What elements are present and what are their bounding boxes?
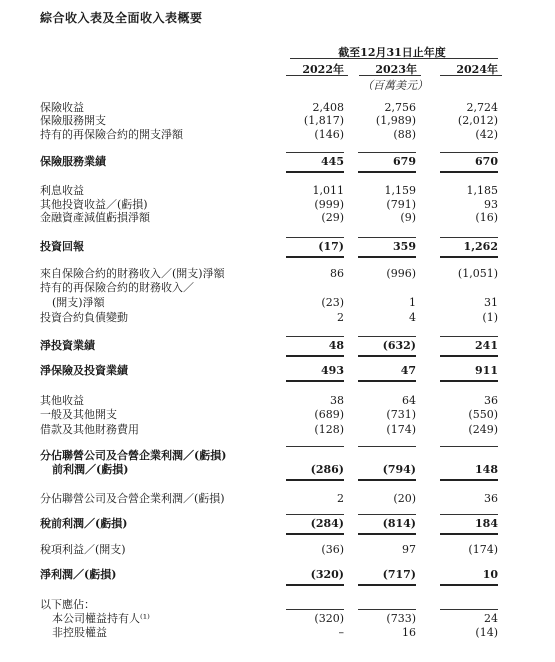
cell-value-2022: 48 <box>328 339 344 352</box>
table-row <box>0 155 555 169</box>
subtotal-rule <box>358 514 416 515</box>
table-row <box>0 267 555 281</box>
table-row <box>0 296 555 310</box>
period-header: 截至12月31日止年度 <box>338 46 446 59</box>
table-row <box>0 423 555 437</box>
cell-value-2024: (14) <box>475 626 498 639</box>
row-label: 本公司權益持有人⁽¹⁾ <box>52 612 150 625</box>
table-row <box>0 364 555 378</box>
cell-value-2023: (794) <box>382 463 416 476</box>
cell-value-2022: (29) <box>321 211 344 224</box>
cell-value-2024: 1,185 <box>466 184 498 197</box>
cell-value-2022: – <box>338 626 344 639</box>
cell-value-2024: 2,724 <box>466 101 498 114</box>
cell-value-2022: 86 <box>330 267 344 280</box>
cell-value-2024: 10 <box>482 568 498 581</box>
row-label: 前利潤／(虧損) <box>52 463 129 476</box>
subtotal-rule <box>358 609 416 610</box>
table-row <box>0 463 555 477</box>
subtotal-rule <box>440 336 498 337</box>
cell-value-2023: (632) <box>382 339 416 352</box>
cell-value-2022: (23) <box>321 296 344 309</box>
cell-value-2022: 2,408 <box>312 101 344 114</box>
cell-value-2022: 2 <box>337 492 344 505</box>
total-rule <box>358 171 416 173</box>
cell-value-2023: (717) <box>382 568 416 581</box>
unit-label: （百萬美元） <box>362 79 428 92</box>
total-rule <box>286 533 344 535</box>
cell-value-2024: 184 <box>475 517 498 530</box>
total-rule <box>440 584 498 586</box>
total-rule <box>358 380 416 382</box>
subtotal-rule <box>286 446 344 447</box>
cell-value-2024: 93 <box>484 198 498 211</box>
cell-value-2023: 47 <box>400 364 416 377</box>
table-row <box>0 311 555 325</box>
total-rule <box>440 533 498 535</box>
total-rule <box>440 380 498 382</box>
cell-value-2024: (174) <box>468 543 498 556</box>
cell-value-2022: 38 <box>330 394 344 407</box>
year-header-2023: 2023年 <box>375 63 417 76</box>
cell-value-2023: 4 <box>409 311 416 324</box>
subtotal-rule <box>358 152 416 153</box>
total-rule <box>286 256 344 258</box>
cell-value-2023: 16 <box>402 626 416 639</box>
table-row <box>0 449 555 463</box>
year-header-2022: 2022年 <box>302 63 344 76</box>
cell-value-2023: (996) <box>386 267 416 280</box>
cell-value-2023: (791) <box>386 198 416 211</box>
cell-value-2023: (731) <box>386 408 416 421</box>
cell-value-2024: 1,262 <box>463 240 498 253</box>
total-rule <box>286 380 344 382</box>
table-row <box>0 626 555 640</box>
total-rule <box>440 256 498 258</box>
row-label: 淨保險及投資業績 <box>40 364 128 377</box>
table-row <box>0 281 555 295</box>
subtotal-rule <box>286 609 344 610</box>
cell-value-2023: 64 <box>402 394 416 407</box>
table-row <box>0 612 555 626</box>
cell-value-2023: (733) <box>386 612 416 625</box>
cell-value-2022: 1,011 <box>312 184 344 197</box>
cell-value-2023: (814) <box>382 517 416 530</box>
row-label: 淨利潤／(虧損) <box>40 568 117 581</box>
cell-value-2023: 2,756 <box>384 101 416 114</box>
cell-value-2024: 911 <box>475 364 498 377</box>
cell-value-2022: 445 <box>321 155 344 168</box>
table-row <box>0 198 555 212</box>
total-rule <box>358 479 416 481</box>
total-rule <box>358 256 416 258</box>
total-rule <box>440 355 498 357</box>
cell-value-2024: (249) <box>468 423 498 436</box>
row-label: 保險服務業績 <box>40 155 106 168</box>
total-rule <box>440 479 498 481</box>
cell-value-2024: 148 <box>475 463 498 476</box>
row-label: 保險收益 <box>40 101 84 114</box>
cell-value-2024: (1) <box>482 311 498 324</box>
row-label: 分佔聯營公司及合營企業利潤／(虧損) <box>40 492 225 505</box>
total-rule <box>440 171 498 173</box>
year-header-2024: 2024年 <box>456 63 498 76</box>
table-row <box>0 408 555 422</box>
cell-value-2023: 679 <box>393 155 416 168</box>
cell-value-2022: (320) <box>310 568 344 581</box>
cell-value-2022: (1,817) <box>303 114 344 127</box>
row-label: 利息收益 <box>40 184 84 197</box>
cell-value-2022: (17) <box>318 240 344 253</box>
row-label: 金融資產減值虧損淨額 <box>40 211 150 224</box>
row-label: 持有的再保險合約的財務收入／ <box>40 281 194 294</box>
subtotal-rule <box>286 336 344 337</box>
table-row <box>0 492 555 506</box>
cell-value-2024: 670 <box>475 155 498 168</box>
cell-value-2024: (16) <box>475 211 498 224</box>
cell-value-2022: (146) <box>314 128 344 141</box>
cell-value-2022: (320) <box>314 612 344 625</box>
table-row <box>0 211 555 225</box>
cell-value-2024: (42) <box>475 128 498 141</box>
row-label: 分佔聯營公司及合營企業利潤／(虧損) <box>40 449 227 462</box>
row-label: 持有的再保險合約的開支淨額 <box>40 128 183 141</box>
total-rule <box>286 355 344 357</box>
table-row <box>0 184 555 198</box>
cell-value-2022: 493 <box>321 364 344 377</box>
row-label: 其他投資收益／(虧損) <box>40 198 148 211</box>
cell-value-2023: 1 <box>409 296 416 309</box>
cell-value-2024: (2,012) <box>457 114 498 127</box>
table-row <box>0 339 555 353</box>
table-row <box>0 128 555 142</box>
period-underline <box>290 58 498 59</box>
cell-value-2024: 31 <box>484 296 498 309</box>
cell-value-2024: (1,051) <box>457 267 498 280</box>
subtotal-rule <box>286 152 344 153</box>
cell-value-2024: 241 <box>475 339 498 352</box>
row-label: 其他收益 <box>40 394 84 407</box>
table-row <box>0 543 555 557</box>
cell-value-2024: 36 <box>484 394 498 407</box>
row-label: 稅項利益／(開支) <box>40 543 126 556</box>
cell-value-2024: (550) <box>468 408 498 421</box>
cell-value-2023: (20) <box>393 492 416 505</box>
year-underline-2023 <box>359 75 421 76</box>
subtotal-rule <box>440 152 498 153</box>
cell-value-2023: (88) <box>393 128 416 141</box>
row-label: 一般及其他開支 <box>40 408 117 421</box>
row-label: 投資合約負債變動 <box>40 311 128 324</box>
subtotal-rule <box>358 237 416 238</box>
subtotal-rule <box>358 336 416 337</box>
cell-value-2022: 2 <box>337 311 344 324</box>
row-label: 投資回報 <box>40 240 84 253</box>
cell-value-2023: 1,159 <box>384 184 416 197</box>
total-rule <box>358 533 416 535</box>
row-label: 淨投資業績 <box>40 339 95 352</box>
cell-value-2022: (284) <box>310 517 344 530</box>
row-label: 稅前利潤／(虧損) <box>40 517 128 530</box>
cell-value-2024: 24 <box>484 612 498 625</box>
total-rule <box>358 584 416 586</box>
subtotal-rule <box>440 237 498 238</box>
cell-value-2023: (9) <box>400 211 416 224</box>
table-row <box>0 114 555 128</box>
table-row <box>0 568 555 582</box>
total-rule <box>286 171 344 173</box>
cell-value-2023: 97 <box>402 543 416 556</box>
subtotal-rule <box>286 514 344 515</box>
table-row <box>0 101 555 115</box>
cell-value-2022: (128) <box>314 423 344 436</box>
subtotal-rule <box>440 514 498 515</box>
subtotal-rule <box>286 237 344 238</box>
cell-value-2022: (36) <box>321 543 344 556</box>
cell-value-2022: (689) <box>314 408 344 421</box>
table-row <box>0 517 555 531</box>
cell-value-2023: (174) <box>386 423 416 436</box>
row-label: 以下應佔： <box>40 598 95 611</box>
row-label: 非控股權益 <box>52 626 107 639</box>
year-underline-2022 <box>286 75 348 76</box>
subtotal-rule <box>440 609 498 610</box>
row-label: 借款及其他財務費用 <box>40 423 139 436</box>
row-label: 來自保險合約的財務收入／(開支)淨額 <box>40 267 225 280</box>
table-row <box>0 240 555 254</box>
cell-value-2022: (286) <box>310 463 344 476</box>
cell-value-2023: 359 <box>393 240 416 253</box>
total-rule <box>286 584 344 586</box>
total-rule <box>286 479 344 481</box>
cell-value-2022: (999) <box>314 198 344 211</box>
row-label: (開支)淨額 <box>52 296 105 309</box>
cell-value-2024: 36 <box>484 492 498 505</box>
row-label: 保險服務開支 <box>40 114 106 127</box>
subtotal-rule <box>358 446 416 447</box>
year-underline-2024 <box>440 75 502 76</box>
total-rule <box>358 355 416 357</box>
subtotal-rule <box>440 446 498 447</box>
table-row <box>0 394 555 408</box>
page-title: 綜合收入表及全面收入表概要 <box>40 11 203 25</box>
cell-value-2023: (1,989) <box>375 114 416 127</box>
